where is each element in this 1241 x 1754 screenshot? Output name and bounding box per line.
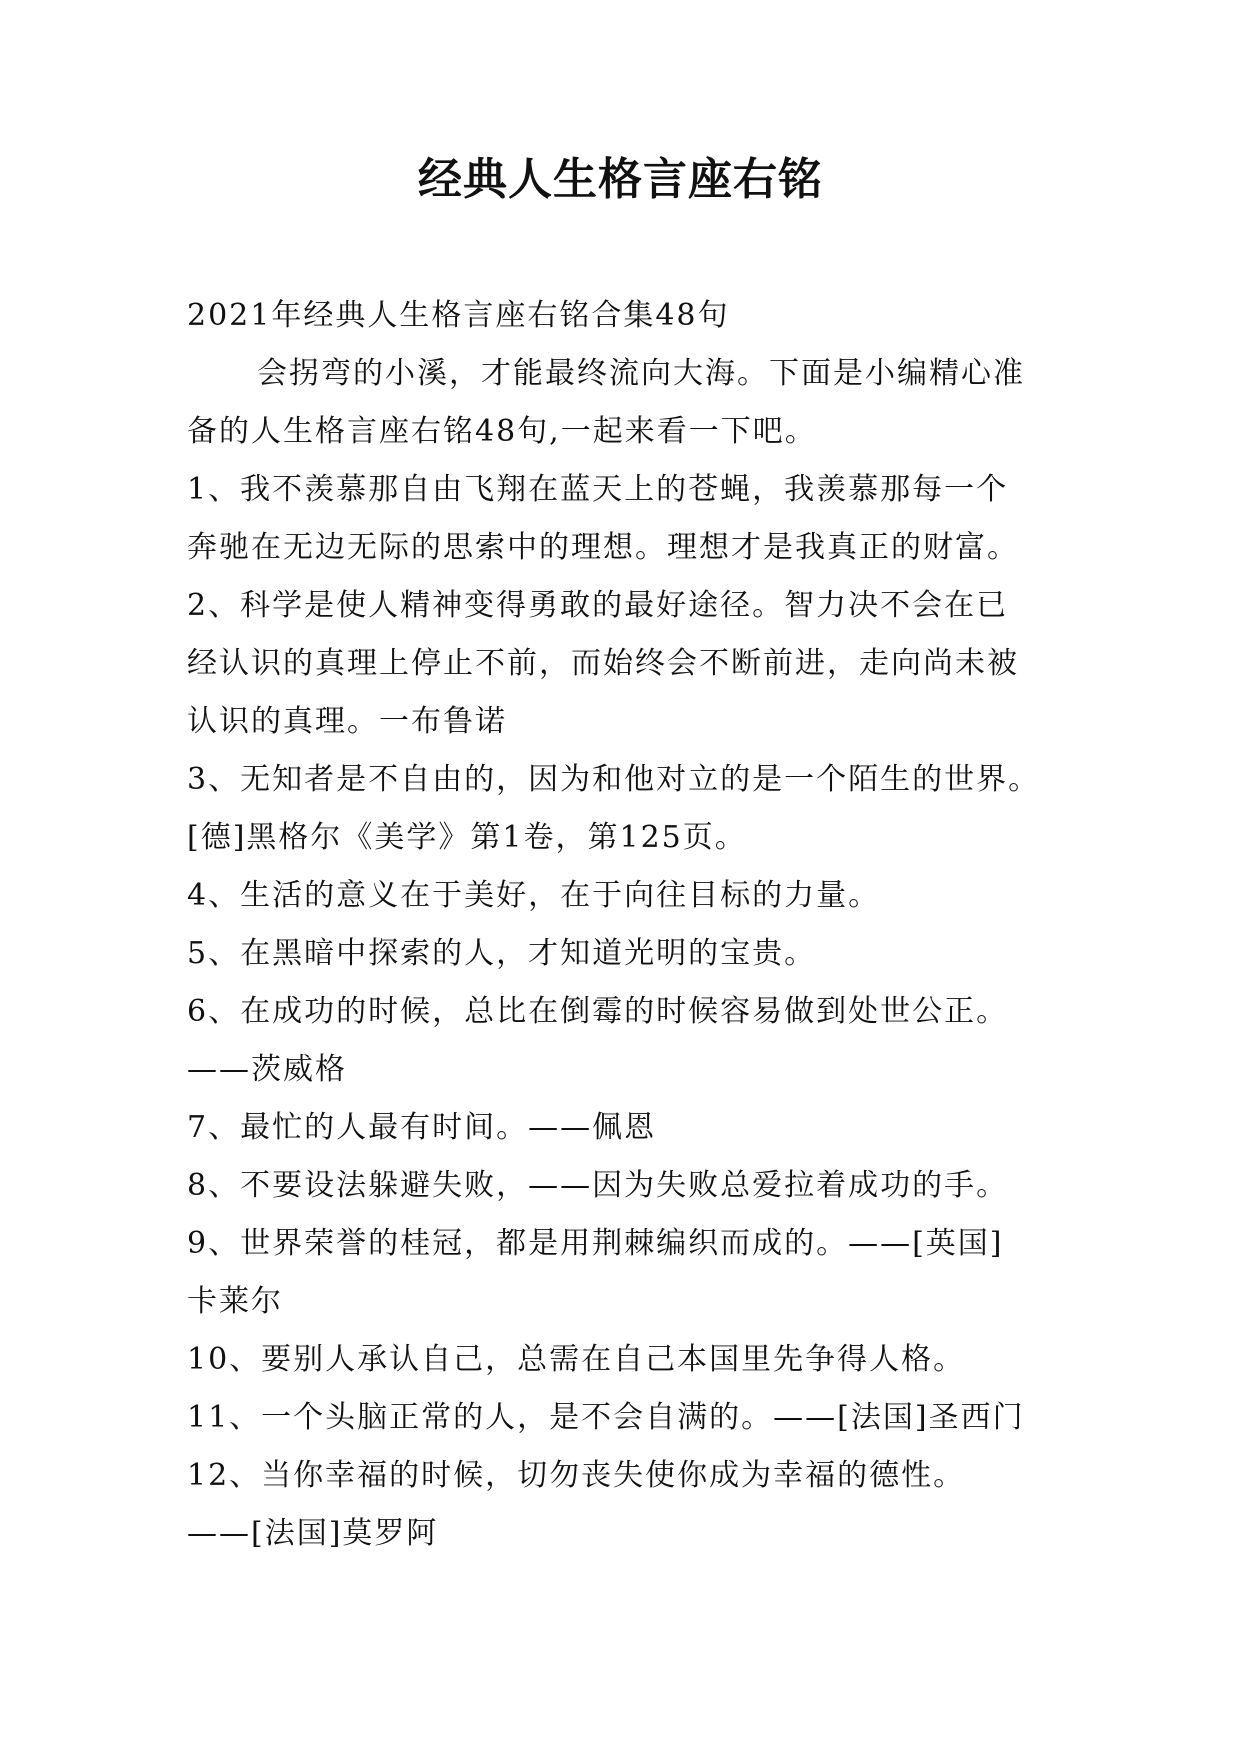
quote-line: 卡莱尔 <box>187 1284 283 1319</box>
document-body <box>187 287 1067 1563</box>
intro-line: 备的人生格言座右铭48句,一起来看一下吧。 <box>187 414 817 449</box>
quote-line: 3、无知者是不自由的，因为和他对立的是一个陌生的世界。 <box>187 762 1041 797</box>
quote-line: 5、在黑暗中探索的人，才知道光明的宝贵。 <box>187 936 817 971</box>
quote-line: 11、一个头脑正常的人，是不会自满的。——[法国]圣西门 <box>187 1400 1025 1435</box>
document-title: 经典人生格言座右铭 <box>418 154 823 205</box>
quote-line: 奔驰在无边无际的思索中的理想。理想才是我真正的财富。 <box>187 530 1019 565</box>
quote-line: 8、不要设法躲避失败，——因为失败总爱拉着成功的手。 <box>187 1168 1009 1203</box>
subtitle-line: 2021年经典人生格言座右铭合集48句 <box>187 298 730 333</box>
quote-line: 1、我不羡慕那自由飞翔在蓝天上的苍蝇，我羡慕那每一个 <box>187 472 1009 507</box>
quote-line: 7、最忙的人最有时间。——佩恩 <box>187 1110 657 1145</box>
quote-line: 12、当你幸福的时候，切勿丧失使你成为幸福的德性。 <box>187 1458 966 1493</box>
quote-line: 6、在成功的时候，总比在倒霉的时候容易做到处世公正。 <box>187 994 1009 1029</box>
quote-line: 4、生活的意义在于美好，在于向往目标的力量。 <box>187 878 881 913</box>
quote-line: 10、要别人承认自己，总需在自己本国里先争得人格。 <box>187 1342 966 1377</box>
intro-line: 会拐弯的小溪，才能最终流向大海。下面是小编精心准 <box>257 356 1025 391</box>
quote-line: 经认识的真理上停止不前，而始终会不断前进，走向尚未被 <box>187 646 1019 681</box>
quote-line: 认识的真理。一布鲁诺 <box>187 704 507 739</box>
quote-line: 9、世界荣誉的桂冠，都是用荆棘编织而成的。——[英国] <box>187 1226 1004 1261</box>
quote-line: ——茨威格 <box>187 1052 347 1087</box>
quote-line: 2、科学是使人精神变得勇敢的最好途径。智力决不会在已 <box>187 588 1009 623</box>
quote-line: ——[法国]莫罗阿 <box>187 1516 439 1551</box>
quote-line: [德]黑格尔《美学》第1卷，第125页。 <box>187 820 747 855</box>
